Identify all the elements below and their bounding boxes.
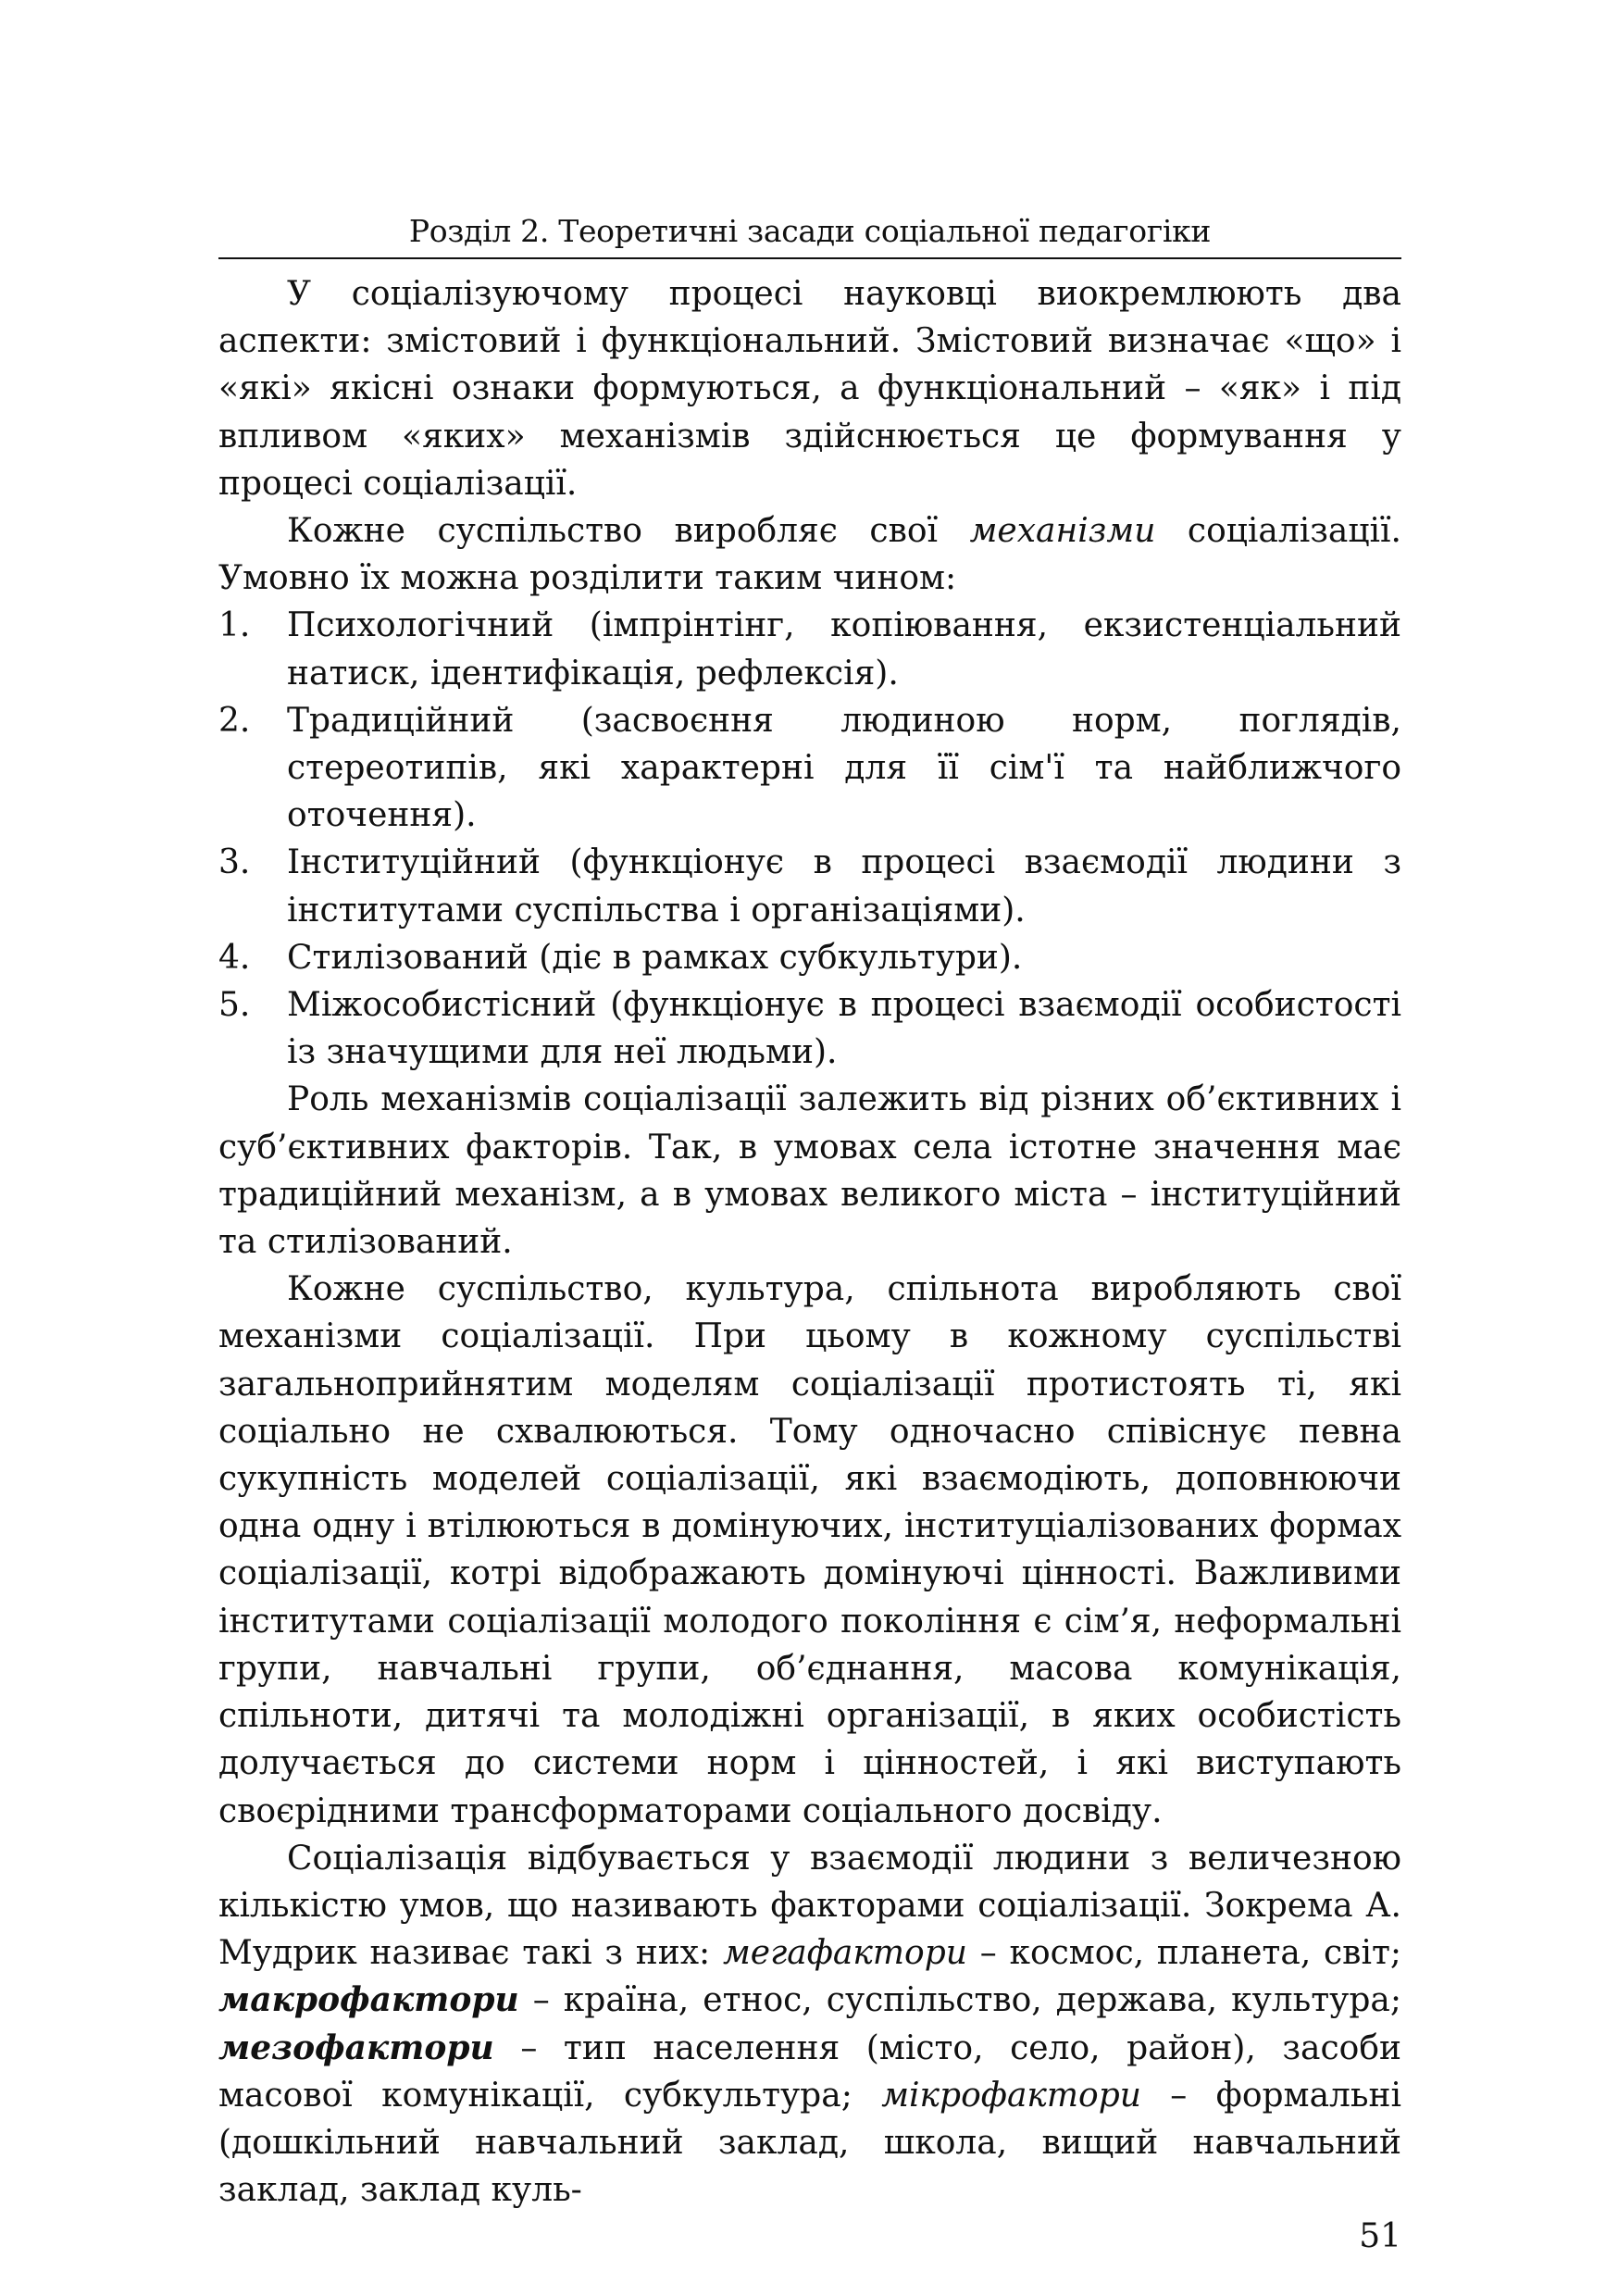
list-number: 4. bbox=[218, 938, 251, 977]
book-page bbox=[218, 211, 1402, 2255]
body-text bbox=[218, 270, 1401, 2214]
list-text: Психологічний (імпрінтінг, копіювання, екзистенціальний натиск, ідентифікація, рефлексія). bbox=[287, 606, 1401, 693]
list-text: Традиційний (засвоєння людиною норм, поглядів, стереотипів, які характерні для її сім'ї та найближчого оточення). bbox=[287, 701, 1401, 835]
list-number: 3. bbox=[218, 843, 251, 882]
text-run: Соціалізація відбувається у взаємодії людини з величезною кількістю умов, що називають факторами соціалізації. Зокрема А. Мудрик називає такі з них: bbox=[218, 1839, 1401, 1973]
paragraph-aspects: У соціалізуючому процесі науковці виокремлюють два аспекти: змістовий і функціональний. Змістовий визначає «що» і «які» якісні ознаки формуються, а функціональний – «як» і під впливом «яких» механізмів здійснюється це формування у процесі соціалізації. bbox=[218, 275, 1401, 503]
paragraph-institutes: Кожне суспільство, культура, спільнота виробляють свої механізми соціалізації. При цьому в кожному суспільстві загальноприйнятим моделям соціалізації протистоять ті, які соціально не схвалюються. Тому одночасно співіснує певна сукупність моделей соціалізації, які взаємодіють, доповнюючи одна одну і втілюються в домінуючих, інституціалізованих формах соціалізації, котрі відображають домінуючі цінності. Важливими інститутами соціалізації молодого покоління є сім’я, неформальні групи, навчальні групи, об’єднання, масова комунікація, спільноти, дитячі та молодіжні організації, в яких особистість долучається до системи норм і цінностей, і які виступають своєрідними трансформаторами соціального досвіду. bbox=[218, 1270, 1401, 1830]
list-text: Інституційний (функціонує в процесі взаємодії людини з інститутами суспільства і організаціями). bbox=[287, 843, 1401, 930]
paragraph-role-of-mechanisms: Роль механізмів соціалізації залежить від різних об’єктивних і суб’єктивних факторів. Так, в умовах села істотне значення має традиційний механізм, а в умовах великого міста – інституційний та стилізований. bbox=[218, 1080, 1401, 1262]
mechanisms-list bbox=[218, 602, 1401, 1076]
text-run: Кожне суспільство виробляє свої bbox=[287, 512, 970, 551]
running-head: Розділ 2. Теоретичні засади соціальної педагогіки bbox=[218, 211, 1401, 259]
page-number: 51 bbox=[1359, 2217, 1401, 2255]
list-number: 2. bbox=[218, 701, 251, 740]
emphasis-mechanisms: механізми bbox=[969, 512, 1156, 551]
list-item bbox=[218, 981, 1401, 1076]
paragraph-mechanisms-intro bbox=[218, 507, 1401, 602]
emphasis-mesofactors: мезофактори bbox=[218, 2028, 494, 2067]
paragraph-factors bbox=[218, 1835, 1401, 2215]
list-text: Стилізований (діє в рамках субкультури). bbox=[287, 938, 1023, 977]
list-number: 5. bbox=[218, 986, 251, 1025]
list-item bbox=[218, 697, 1401, 840]
list-number: 1. bbox=[218, 606, 251, 645]
list-text: Міжособистісний (функціонує в процесі взаємодії особистості із значущими для неї людьми). bbox=[287, 986, 1401, 1072]
text-run: – космос, планета, світ; bbox=[966, 1934, 1401, 1973]
emphasis-megafactors: мегафактори bbox=[722, 1934, 967, 1973]
text-run: – країна, етнос, суспільство, держава, культура; bbox=[518, 1981, 1401, 2020]
emphasis-microfactors: мікрофактори bbox=[881, 2076, 1141, 2115]
list-item bbox=[218, 602, 1401, 696]
list-item bbox=[218, 934, 1401, 981]
list-item bbox=[218, 839, 1401, 933]
text-run: – тип населення (місто, село, район), засоби масової комунікації, субкультура; bbox=[218, 2028, 1401, 2115]
emphasis-macrofactors: макрофактори bbox=[218, 1980, 519, 2020]
text-run: – формальні (дошкільний навчальний заклад, школа, вищий навчальний заклад, заклад куль- bbox=[218, 2076, 1402, 2210]
text-run: соціалізації. Умовно їх можна розділити таким чином: bbox=[218, 512, 1401, 598]
